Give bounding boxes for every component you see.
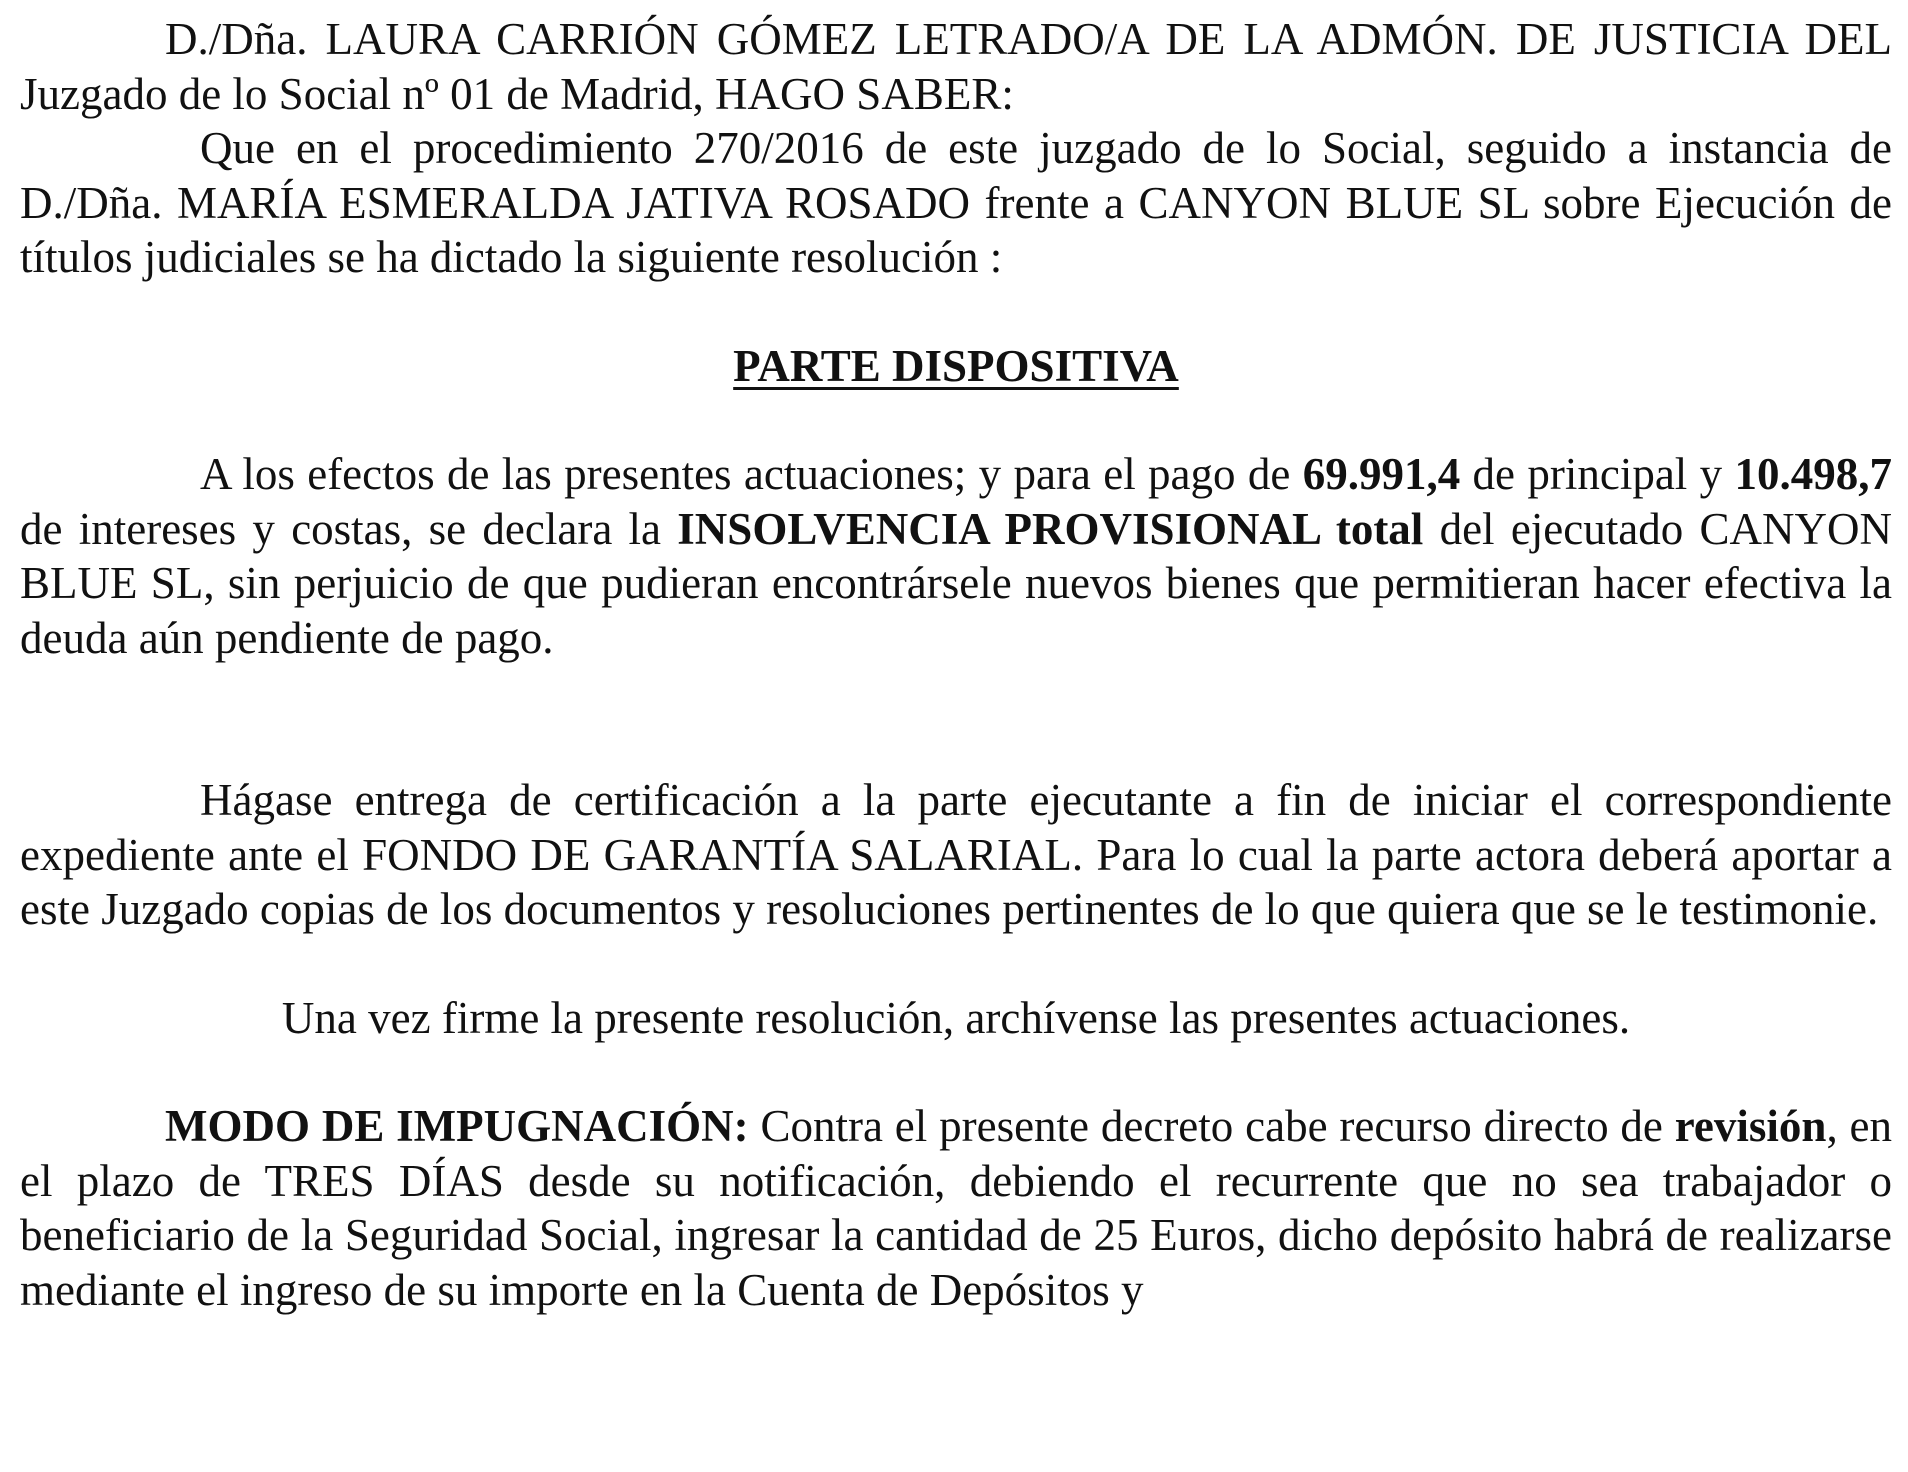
insolvency-paragraph — [20, 447, 1892, 665]
para1-text-2: de principal y — [1460, 449, 1735, 499]
para1-text-4: del ejecutado CANYON BLUE SL, sin perjuicio de que pudieran encontrársele nuevos bienes que permitieran hacer efectiva la deuda aún pendiente de pago. — [20, 503, 1892, 663]
certification-paragraph: Hágase entrega de certificación a la parte ejecutante a fin de iniciar el correspondiente expediente ante el FONDO DE GARANTÍA SALARIAL. Para lo cual la parte actora deberá aportar a este Juzgado copias de los documentos y resoluciones pertinentes de lo que quiera que se le testimonie. — [20, 775, 1892, 934]
para4-text-2: , en el plazo de TRES DÍAS desde su notificación, debiendo el recurrente que no sea trabajador o beneficiario de la Seguridad Social, ingresar la cantidad de 25 Euros, dicho depósito habrá de realizarse mediante el ingreso de su importe en la Cuenta de Depósitos y — [20, 1101, 1893, 1315]
para1-text-3: de intereses y costas, se declara la — [20, 503, 678, 554]
insolvency-declaration: INSOLVENCIA PROVISIONAL total — [677, 503, 1424, 554]
principal-amount: 69.991,4 — [1302, 449, 1461, 499]
para1-text-1: A los efectos de las presentes actuaciones; y para el pago de — [200, 449, 1303, 499]
para4-text-1: Contra el presente decreto cabe recurso directo de — [748, 1101, 1675, 1151]
revision-word: revisión — [1674, 1101, 1827, 1151]
archive-paragraph: Una vez firme la presente resolución, archívense las presentes actuaciones. — [281, 992, 1631, 1043]
appeal-paragraph — [20, 1099, 1892, 1317]
document-page — [20, 12, 1892, 1317]
section-title: PARTE DISPOSITIVA — [733, 340, 1179, 391]
appeal-label: MODO DE IMPUGNACIÓN: — [165, 1101, 749, 1151]
interest-amount: 10.498,7 — [1734, 449, 1892, 499]
header-paragraph: D./Dña. LAURA CARRIÓN GÓMEZ LETRADO/A DE LA ADMÓN. DE JUSTICIA DEL Juzgado de lo Social nº 01 de Madrid, HAGO SABER: — [20, 14, 1892, 119]
intro-paragraph: Que en el procedimiento 270/2016 de este juzgado de lo Social, seguido a instancia de D./Dña. MARÍA ESMERALDA JATIVA ROSADO frente a CANYON BLUE SL sobre Ejecución de títulos judiciales se ha dictado la siguiente resolución : — [20, 123, 1892, 282]
